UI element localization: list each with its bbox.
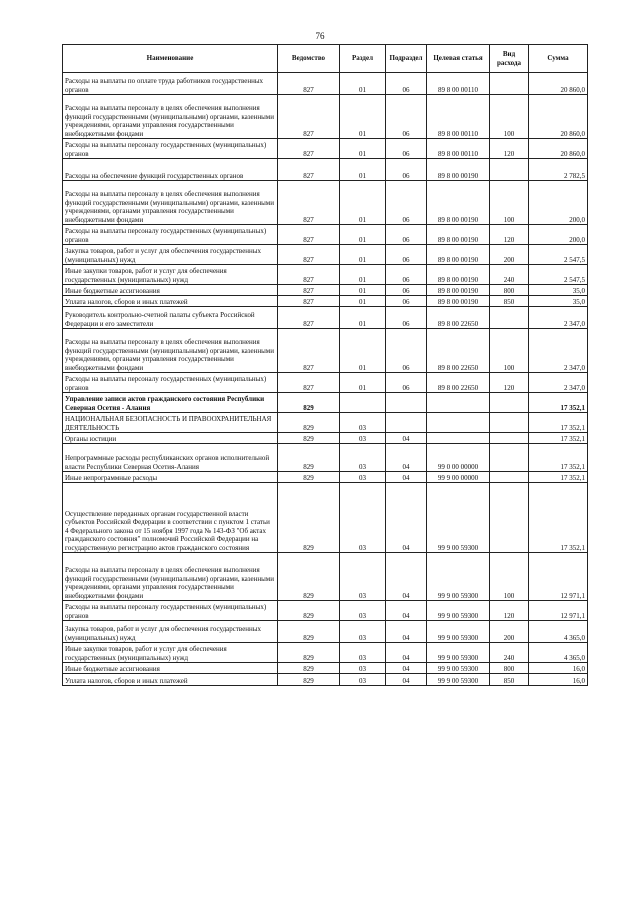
cell-section: 03 xyxy=(340,663,386,674)
cell-subsection: 06 xyxy=(386,245,427,265)
cell-dept: 829 xyxy=(278,472,340,483)
cell-target: 89 8 00 00190 xyxy=(427,265,490,285)
cell-type xyxy=(490,393,529,413)
header-subsection: Подраздел xyxy=(386,45,427,73)
table-row xyxy=(63,621,588,643)
cell-subsection: 06 xyxy=(386,181,427,225)
cell-type xyxy=(490,307,529,329)
cell-type xyxy=(490,73,529,95)
cell-subsection: 04 xyxy=(386,472,427,483)
cell-target: 99 9 00 59300 xyxy=(427,663,490,674)
table-row xyxy=(63,225,588,245)
cell-type: 200 xyxy=(490,245,529,265)
cell-section: 03 xyxy=(340,413,386,433)
cell-subsection: 04 xyxy=(386,621,427,643)
cell-subsection: 06 xyxy=(386,139,427,159)
cell-subsection: 04 xyxy=(386,663,427,674)
cell-subsection: 06 xyxy=(386,225,427,245)
cell-section: 03 xyxy=(340,601,386,621)
cell-target: 89 8 00 00110 xyxy=(427,73,490,95)
cell-dept: 829 xyxy=(278,393,340,413)
header-section: Раздел xyxy=(340,45,386,73)
cell-target: 89 8 00 00190 xyxy=(427,159,490,181)
cell-sum: 4 365,0 xyxy=(529,621,588,643)
table-row xyxy=(63,329,588,373)
cell-type: 800 xyxy=(490,663,529,674)
cell-type xyxy=(490,483,529,553)
cell-section: 01 xyxy=(340,139,386,159)
cell-sum: 2 347,0 xyxy=(529,307,588,329)
cell-subsection: 04 xyxy=(386,553,427,601)
table-row xyxy=(63,373,588,393)
cell-type: 850 xyxy=(490,296,529,307)
cell-section: 01 xyxy=(340,225,386,245)
cell-type: 850 xyxy=(490,674,529,686)
table-row xyxy=(63,285,588,296)
cell-target xyxy=(427,413,490,433)
cell-name: Расходы на выплаты персоналу в целях обеспечения выполнения функций государственными (муниципальными) органами, казенными учреждениями, органами управления государственными внебюджетными фондами xyxy=(63,553,278,601)
cell-name: Расходы на обеспечение функций государственных органов xyxy=(63,159,278,181)
cell-name: Иные непрограммные расходы xyxy=(63,472,278,483)
cell-sum: 17 352,1 xyxy=(529,393,588,413)
cell-section xyxy=(340,393,386,413)
cell-name: Осуществление переданных органам государственной власти субъектов Российской Федерации в соответствии с пунктом 1 статьи 4 Федерального закона от 15 ноября 1997 года № 143-ФЗ "Об актах гражданского состояния" полномочий Российской Федерации на государственную регистрацию актов гражданского состояния xyxy=(63,483,278,553)
cell-section: 03 xyxy=(340,472,386,483)
cell-sum: 2 347,0 xyxy=(529,373,588,393)
cell-subsection: 06 xyxy=(386,159,427,181)
cell-sum: 35,0 xyxy=(529,285,588,296)
cell-target: 89 8 00 22650 xyxy=(427,373,490,393)
cell-dept: 827 xyxy=(278,95,340,139)
cell-name: НАЦИОНАЛЬНАЯ БЕЗОПАСНОСТЬ И ПРАВООХРАНИТЕЛЬНАЯ ДЕЯТЕЛЬНОСТЬ xyxy=(63,413,278,433)
table-row xyxy=(63,553,588,601)
table-row xyxy=(63,433,588,444)
cell-subsection: 04 xyxy=(386,643,427,663)
cell-section: 01 xyxy=(340,159,386,181)
cell-target: 99 9 00 59300 xyxy=(427,674,490,686)
cell-subsection: 06 xyxy=(386,265,427,285)
cell-name: Уплата налогов, сборов и иных платежей xyxy=(63,674,278,686)
cell-name: Расходы на выплаты персоналу государственных (муниципальных) органов xyxy=(63,373,278,393)
cell-type: 100 xyxy=(490,329,529,373)
cell-section: 01 xyxy=(340,296,386,307)
cell-sum: 17 352,1 xyxy=(529,444,588,472)
cell-type: 100 xyxy=(490,95,529,139)
table-row xyxy=(63,663,588,674)
cell-type xyxy=(490,433,529,444)
cell-subsection: 04 xyxy=(386,444,427,472)
cell-dept: 827 xyxy=(278,181,340,225)
cell-dept: 827 xyxy=(278,73,340,95)
cell-sum: 17 352,1 xyxy=(529,413,588,433)
cell-section: 01 xyxy=(340,285,386,296)
cell-subsection: 04 xyxy=(386,433,427,444)
cell-sum: 2 547,5 xyxy=(529,265,588,285)
cell-sum: 17 352,1 xyxy=(529,483,588,553)
cell-dept: 827 xyxy=(278,265,340,285)
cell-sum: 200,0 xyxy=(529,225,588,245)
cell-section: 01 xyxy=(340,95,386,139)
cell-section: 03 xyxy=(340,444,386,472)
cell-dept: 827 xyxy=(278,285,340,296)
table-body xyxy=(63,73,588,686)
cell-type: 240 xyxy=(490,265,529,285)
cell-type: 120 xyxy=(490,139,529,159)
cell-sum: 20 860,0 xyxy=(529,139,588,159)
cell-name: Расходы на выплаты персоналу государственных (муниципальных) органов xyxy=(63,139,278,159)
cell-dept: 829 xyxy=(278,601,340,621)
cell-dept: 827 xyxy=(278,139,340,159)
table-row xyxy=(63,296,588,307)
cell-dept: 827 xyxy=(278,373,340,393)
cell-subsection: 06 xyxy=(386,95,427,139)
cell-sum: 16,0 xyxy=(529,663,588,674)
cell-dept: 827 xyxy=(278,329,340,373)
cell-name: Расходы на выплаты по оплате труда работников государственных органов xyxy=(63,73,278,95)
cell-target: 89 8 00 00190 xyxy=(427,285,490,296)
cell-section: 03 xyxy=(340,433,386,444)
cell-section: 03 xyxy=(340,483,386,553)
cell-name: Расходы на выплаты персоналу в целях обеспечения выполнения функций государственными (муниципальными) органами, казенными учреждениями, органами управления государственными внебюджетными фондами xyxy=(63,95,278,139)
table-row xyxy=(63,73,588,95)
cell-dept: 829 xyxy=(278,553,340,601)
cell-target xyxy=(427,433,490,444)
cell-target: 99 9 00 59300 xyxy=(427,601,490,621)
cell-target: 89 8 00 00190 xyxy=(427,296,490,307)
cell-sum: 2 782,5 xyxy=(529,159,588,181)
cell-name: Иные бюджетные ассигнования xyxy=(63,663,278,674)
cell-target: 89 8 00 00110 xyxy=(427,139,490,159)
cell-type: 200 xyxy=(490,621,529,643)
cell-target: 89 8 00 00190 xyxy=(427,181,490,225)
table-row xyxy=(63,444,588,472)
cell-section: 03 xyxy=(340,621,386,643)
cell-sum: 4 365,0 xyxy=(529,643,588,663)
cell-subsection: 06 xyxy=(386,296,427,307)
cell-target: 99 9 00 00000 xyxy=(427,472,490,483)
cell-name: Органы юстиции xyxy=(63,433,278,444)
cell-sum: 12 971,1 xyxy=(529,553,588,601)
cell-sum: 2 547,5 xyxy=(529,245,588,265)
cell-subsection: 04 xyxy=(386,483,427,553)
cell-dept: 827 xyxy=(278,225,340,245)
cell-section: 01 xyxy=(340,245,386,265)
cell-dept: 827 xyxy=(278,296,340,307)
table-row xyxy=(63,139,588,159)
cell-name: Руководитель контрольно-счетной палаты субъекта Российской Федерации и его заместители xyxy=(63,307,278,329)
table-row xyxy=(63,601,588,621)
cell-subsection xyxy=(386,413,427,433)
cell-section: 01 xyxy=(340,265,386,285)
cell-name: Расходы на выплаты персоналу государственных (муниципальных) органов xyxy=(63,601,278,621)
cell-name: Уплата налогов, сборов и иных платежей xyxy=(63,296,278,307)
cell-target: 99 9 00 59300 xyxy=(427,553,490,601)
cell-subsection: 06 xyxy=(386,73,427,95)
table-header-row xyxy=(63,45,588,73)
header-name: Наименование xyxy=(63,45,278,73)
table-row xyxy=(63,483,588,553)
cell-name: Расходы на выплаты персоналу в целях обеспечения выполнения функций государственными (муниципальными) органами, казенными учреждениями, органами управления государственными внебюджетными фондами xyxy=(63,329,278,373)
cell-target: 99 0 00 00000 xyxy=(427,444,490,472)
header-dept: Ведомство xyxy=(278,45,340,73)
cell-type: 120 xyxy=(490,601,529,621)
cell-target: 89 8 00 00110 xyxy=(427,95,490,139)
cell-target: 89 8 00 22650 xyxy=(427,329,490,373)
cell-section: 03 xyxy=(340,643,386,663)
cell-type xyxy=(490,472,529,483)
cell-sum: 17 352,1 xyxy=(529,433,588,444)
cell-type: 800 xyxy=(490,285,529,296)
cell-type: 120 xyxy=(490,225,529,245)
cell-section: 01 xyxy=(340,73,386,95)
cell-section: 01 xyxy=(340,307,386,329)
table-row xyxy=(63,674,588,686)
cell-dept: 827 xyxy=(278,159,340,181)
cell-dept: 829 xyxy=(278,444,340,472)
table-row xyxy=(63,95,588,139)
cell-type xyxy=(490,159,529,181)
cell-name: Иные закупки товаров, работ и услуг для обеспечения государственных (муниципальных) нужд xyxy=(63,265,278,285)
cell-dept: 829 xyxy=(278,413,340,433)
cell-name: Расходы на выплаты персоналу государственных (муниципальных) органов xyxy=(63,225,278,245)
budget-table xyxy=(62,44,588,686)
cell-section: 01 xyxy=(340,181,386,225)
header-type: Вид расхода xyxy=(490,45,529,73)
cell-sum: 12 971,1 xyxy=(529,601,588,621)
cell-sum: 35,0 xyxy=(529,296,588,307)
table-row xyxy=(63,159,588,181)
cell-type xyxy=(490,444,529,472)
cell-sum: 20 860,0 xyxy=(529,73,588,95)
cell-sum: 20 860,0 xyxy=(529,95,588,139)
cell-target: 89 8 00 22650 xyxy=(427,307,490,329)
cell-sum: 2 347,0 xyxy=(529,329,588,373)
cell-sum: 17 352,1 xyxy=(529,472,588,483)
cell-dept: 829 xyxy=(278,674,340,686)
cell-section: 01 xyxy=(340,329,386,373)
cell-subsection: 06 xyxy=(386,285,427,296)
header-sum: Сумма xyxy=(529,45,588,73)
cell-subsection: 04 xyxy=(386,674,427,686)
cell-target: 99 9 00 59300 xyxy=(427,643,490,663)
cell-subsection xyxy=(386,393,427,413)
cell-subsection: 06 xyxy=(386,329,427,373)
cell-dept: 829 xyxy=(278,643,340,663)
table-row xyxy=(63,643,588,663)
cell-name: Иные закупки товаров, работ и услуг для обеспечения государственных (муниципальных) нужд xyxy=(63,643,278,663)
page-number: 76 xyxy=(315,31,325,41)
header-target: Целевая статья xyxy=(427,45,490,73)
cell-dept: 829 xyxy=(278,433,340,444)
cell-dept: 829 xyxy=(278,621,340,643)
cell-dept: 829 xyxy=(278,483,340,553)
table-row xyxy=(63,265,588,285)
table-row xyxy=(63,393,588,413)
cell-name: Иные бюджетные ассигнования xyxy=(63,285,278,296)
cell-sum: 200,0 xyxy=(529,181,588,225)
cell-name: Закупка товаров, работ и услуг для обеспечения государственных (муниципальных) нужд xyxy=(63,621,278,643)
table-row xyxy=(63,181,588,225)
cell-type: 240 xyxy=(490,643,529,663)
cell-section: 01 xyxy=(340,373,386,393)
cell-type: 120 xyxy=(490,373,529,393)
cell-dept: 827 xyxy=(278,245,340,265)
cell-subsection: 04 xyxy=(386,601,427,621)
cell-target xyxy=(427,393,490,413)
cell-name: Закупка товаров, работ и услуг для обеспечения государственных (муниципальных) нужд xyxy=(63,245,278,265)
cell-name: Непрограммные расходы республиканских органов исполнительной власти Республики Северная Осетия-Алания xyxy=(63,444,278,472)
cell-target: 89 8 00 00190 xyxy=(427,225,490,245)
cell-target: 99 9 00 59300 xyxy=(427,483,490,553)
table-row xyxy=(63,245,588,265)
cell-subsection: 06 xyxy=(386,307,427,329)
cell-section: 03 xyxy=(340,674,386,686)
table-row xyxy=(63,472,588,483)
cell-section: 03 xyxy=(340,553,386,601)
cell-name: Расходы на выплаты персоналу в целях обеспечения выполнения функций государственными (муниципальными) органами, казенными учреждениями, органами управления государственными внебюджетными фондами xyxy=(63,181,278,225)
table-row xyxy=(63,307,588,329)
cell-name: Управление записи актов гражданского состояния Республики Северная Осетия - Алания xyxy=(63,393,278,413)
cell-target: 99 9 00 59300 xyxy=(427,621,490,643)
cell-subsection: 06 xyxy=(386,373,427,393)
cell-target: 89 8 00 00190 xyxy=(427,245,490,265)
cell-sum: 16,0 xyxy=(529,674,588,686)
cell-type: 100 xyxy=(490,181,529,225)
cell-type: 100 xyxy=(490,553,529,601)
cell-type xyxy=(490,413,529,433)
cell-dept: 827 xyxy=(278,307,340,329)
cell-dept: 829 xyxy=(278,663,340,674)
table-row xyxy=(63,413,588,433)
